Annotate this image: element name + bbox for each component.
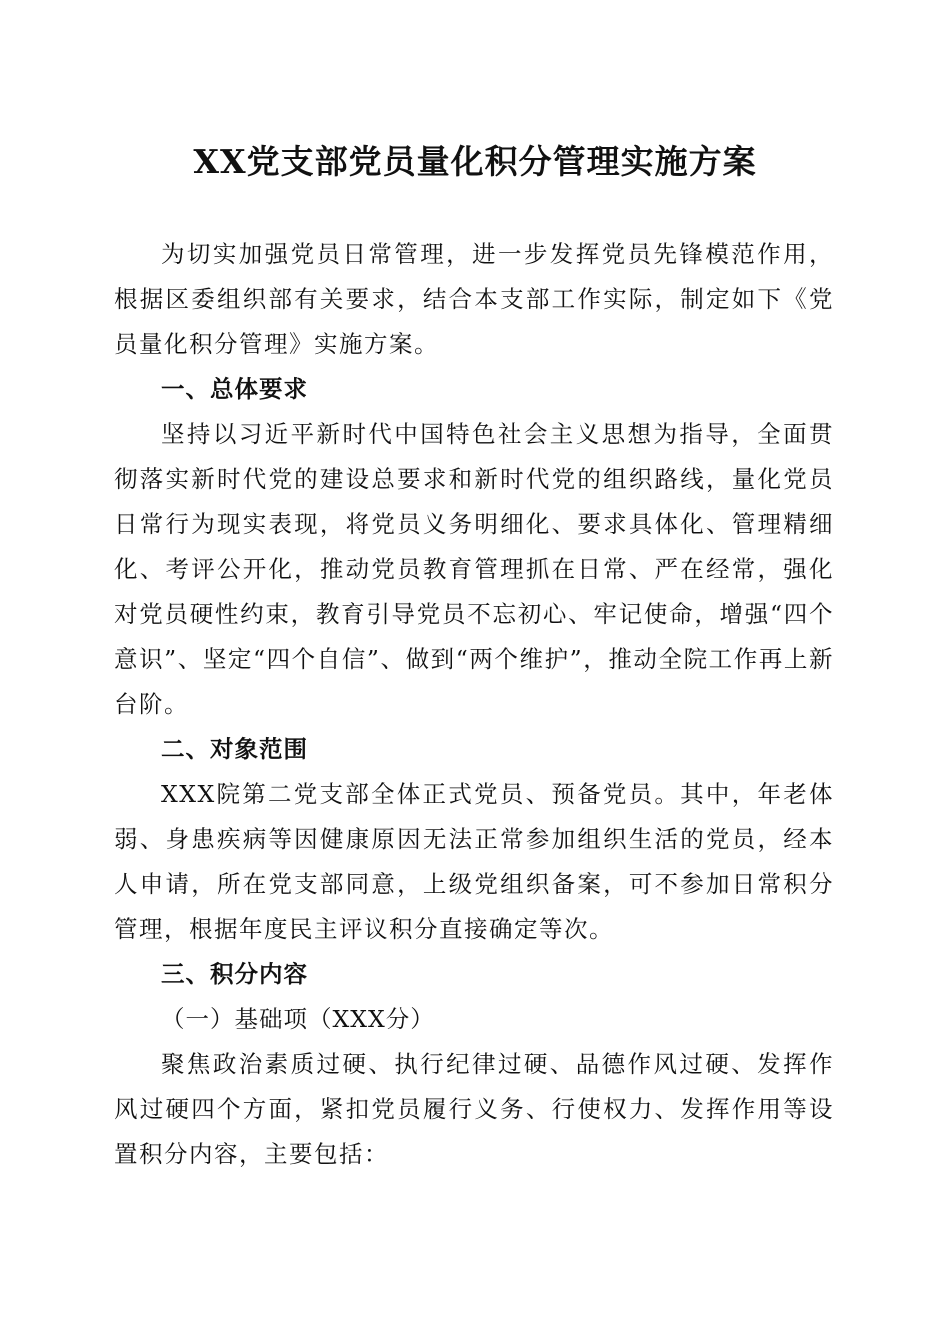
section-paragraph-scope: XXX院第二党支部全体正式党员、预备党员。其中，年老体弱、身患疾病等因健康原因无法正常参加组织生活的党员，经本人申请，所在党支部同意，上级党组织备案，可不参加日常积分管理，根据年度民主评议积分直接确定等次。 — [114, 780, 834, 943]
section-heading-scope: 二、对象范围 — [161, 735, 308, 763]
intro-paragraph: 为切实加强党员日常管理，进一步发挥党员先锋模范作用，根据区委组织部有关要求，结合本支部工作实际，制定如下《党员量化积分管理》实施方案。 — [114, 240, 834, 358]
section-heading-points-content: 三、积分内容 — [161, 960, 308, 988]
subsection-heading-basic-items: （一）基础项（XXX分） — [161, 1005, 435, 1033]
section-heading-general-requirements: 一、总体要求 — [161, 375, 308, 403]
document-body — [114, 232, 834, 1177]
section-paragraph-general-requirements: 坚持以习近平新时代中国特色社会主义思想为指导，全面贯彻落实新时代党的建设总要求和新时代党的组织路线，量化党员日常行为现实表现，将党员义务明细化、要求具体化、管理精细化、考评公开化，推动党员教育管理抓在日常、严在经常，强化对党员硬性约束，教育引导党员不忘初心、牢记使命，增强“四个意识”、坚定“四个自信”、做到“两个维护”，推动全院工作再上新台阶。 — [114, 420, 834, 718]
document-title: XX党支部党员量化积分管理实施方案 — [193, 142, 757, 181]
section-paragraph-points-content: 聚焦政治素质过硬、执行纪律过硬、品德作风过硬、发挥作风过硬四个方面，紧扣党员履行义务、行使权力、发挥作用等设置积分内容，主要包括： — [114, 1050, 834, 1168]
